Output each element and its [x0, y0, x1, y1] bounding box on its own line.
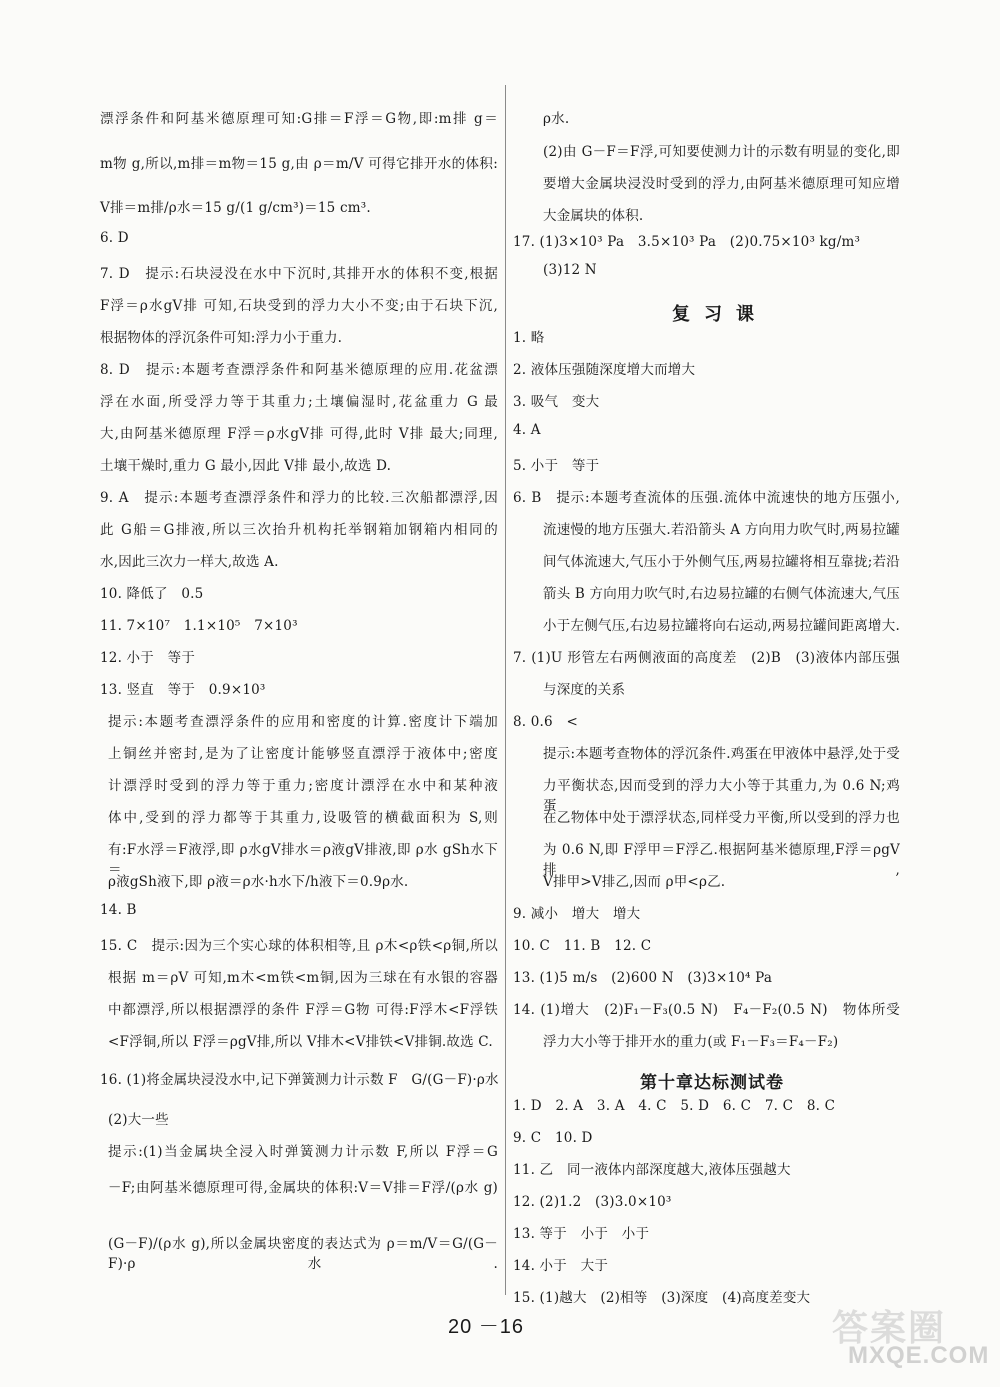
heading-chapter-test: 第十章达标测试卷 [640, 1073, 784, 1093]
text-line: 水,因此三次力一样大,故选 A. [100, 554, 279, 570]
text-line: 大金属块的体积. [543, 208, 644, 224]
text-line: 7. (1)U 形管左右两侧液面的高度差 (2)B (3)液体内部压强 [513, 650, 900, 666]
text-line: 15. (1)越大 (2)相等 (3)深度 (4)高度差变大 [513, 1290, 811, 1306]
column-divider [505, 85, 506, 1295]
text-line: 14. (1)增大 (2)F₁－F₃(0.5 N) F₄－F₂(0.5 N) 物体所受 [513, 1002, 900, 1018]
text-line: (2)大一些 [108, 1112, 169, 1128]
text-line: 9. 减小 增大 增大 [513, 906, 641, 922]
text-line: 提示:本题考查物体的浮沉条件.鸡蛋在甲液体中悬浮,处于受 [543, 746, 900, 762]
text-line: (G－F)/(ρ水 g),所以金属块密度的表达式为 ρ＝m/V＝G/(G－F)·ρ水. [108, 1236, 498, 1272]
text-line: 12. (2)1.2 (3)3.0×10³ [513, 1194, 672, 1210]
text-line: 力平衡状态,因而受到的浮力大小等于其重力,为 0.6 N;鸡蛋 [543, 778, 900, 814]
text-line: 1. D 2. A 3. A 4. C 5. D 6. C 7. C 8. C [513, 1098, 836, 1114]
text-line: 小于左侧气压,右边易拉罐将向右运动,两易拉罐间距离增大. [543, 618, 900, 634]
text-line: 16. (1)将金属块浸没水中,记下弹簧测力计示数 F G/(G－F)·ρ水 [100, 1072, 499, 1088]
watermark [820, 1300, 990, 1378]
watermark-site: MXQE.COM [848, 1342, 990, 1369]
text-line: 11. 7×10⁷ 1.1×10⁵ 7×10³ [100, 618, 298, 634]
text-line: 5. 小于 等于 [513, 458, 600, 474]
text-line: 6. D [100, 230, 129, 246]
text-line: 13. 等于 小于 小于 [513, 1226, 650, 1242]
text-line: F浮＝ρ水gV排 可知,石块受到的浮力大小不变;由于石块下沉, [100, 298, 498, 314]
text-line: 14. B [100, 902, 137, 918]
text-line: 中都漂浮,所以根据漂浮的条件 F浮＝G物 可得:F浮木<F浮铁 [108, 1002, 498, 1018]
text-line: 浮力大小等于排开水的重力(或 F₁－F₃＝F₄－F₂) [543, 1034, 839, 1050]
text-line: 6. B 提示:本题考查流体的压强.流体中流速快的地方压强小, [513, 490, 900, 506]
text-line: 4. A [513, 422, 541, 438]
text-line: 在乙物体中处于漂浮状态,同样受力平衡,所以受到的浮力也 [543, 810, 900, 826]
text-line: 17. (1)3×10³ Pa 3.5×10³ Pa (2)0.75×10³ kg/m³ [513, 234, 861, 250]
text-line: 要增大金属块浸没时受到的浮力,由阿基米德原理可知应增 [543, 176, 900, 192]
text-line: 3. 吸气 变大 [513, 394, 600, 410]
text-line: V排甲>V排乙,因而 ρ甲<ρ乙. [543, 874, 726, 890]
text-line: 14. 小于 大于 [513, 1258, 609, 1274]
text-line: 9. C 10. D [513, 1130, 593, 1146]
text-line: 上铜丝并密封,是为了让密度计能够竖直漂浮于液体中;密度 [108, 746, 498, 762]
text-line: 为 0.6 N,即 F浮甲＝F浮乙.根据阿基米德原理,F浮＝ρgV排, [543, 842, 900, 878]
text-line: 10. 降低了 0.5 [100, 586, 204, 602]
text-line: 此 G船＝G排液,所以三次抬升机构托举钢箱加钢箱内相同的 [100, 522, 498, 538]
text-line: (2)由 G－F＝F浮,可知要使测力计的示数有明显的变化,即 [543, 144, 900, 160]
text-line: 计漂浮时受到的浮力等于重力;密度计漂浮在水中和某种液 [108, 778, 498, 794]
text-line: <F浮铜,所以 F浮＝ρgV排,所以 V排木<V排铁<V排铜.故选 C. [108, 1034, 493, 1050]
text-line: 12. 小于 等于 [100, 650, 196, 666]
text-line: 7. D 提示:石块浸没在水中下沉时,其排开水的体积不变,根据 [100, 266, 498, 282]
text-line: 11. 乙 同一液体内部深度越大,液体压强越大 [513, 1162, 791, 1178]
text-line: 根据物体的浮沉条件可知:浮力小于重力. [100, 330, 343, 346]
heading-review: 复习课 [672, 304, 768, 325]
watermark-logo: 答案圈 [832, 1308, 947, 1349]
text-line: (3)12 N [543, 262, 597, 278]
text-line: V排＝m排/ρ水＝15 g/(1 g/cm³)＝15 cm³. [100, 200, 371, 216]
text-line: 8. 0.6 < [513, 714, 579, 730]
text-line: 提示:(1)当金属块全浸入时弹簧测力计示数 F,所以 F浮＝G [108, 1144, 498, 1160]
text-line: 10. C 11. B 12. C [513, 938, 652, 954]
text-line: m物 g,所以,m排＝m物＝15 g,由 ρ＝m/V 可得它排开水的体积: [100, 156, 498, 172]
text-line: ρ液gSh液下,即 ρ液＝ρ水·h水下/h液下＝0.9ρ水. [108, 874, 409, 890]
text-line: 13. (1)5 m/s (2)600 N (3)3×10⁴ Pa [513, 970, 773, 986]
text-line: 体中,受到的浮力都等于其重力,设吸管的横截面积为 S,则 [108, 810, 498, 826]
text-line: 有:F水浮＝F液浮,即 ρ水gV排水＝ρ液gV排液,即 ρ水 gSh水下＝ [108, 842, 498, 878]
text-line: 浮在水面,所受浮力等于其重力;土壤偏湿时,花盆重力 G 最 [100, 394, 498, 410]
text-line: 13. 竖直 等于 0.9×10³ [100, 682, 266, 698]
text-line: 箭头 B 方向用力吹气时,右边易拉罐的右侧气体流速大,气压 [543, 586, 900, 602]
text-line: 大,由阿基米德原理 F浮＝ρ水gV排 可得,此时 V排 最大;同理, [100, 426, 498, 442]
text-line: 间气体流速大,气压小于外侧气压,两易拉罐将相互靠拢;若沿 [543, 554, 900, 570]
text-line: 与深度的关系 [543, 682, 626, 698]
text-line: 土壤干燥时,重力 G 最小,因此 V排 最小,故选 D. [100, 458, 392, 474]
text-line: 根据 m＝ρV 可知,m木<m铁<m铜,因为三球在有水银的容器 [108, 970, 498, 986]
text-line: 2. 液体压强随深度增大而增大 [513, 362, 696, 378]
text-line: 流速慢的地方压强大.若沿箭头 A 方向用力吹气时,两易拉罐 [543, 522, 900, 538]
text-line: 提示:本题考查漂浮条件的应用和密度的计算.密度计下端加 [108, 714, 498, 730]
text-line: 漂浮条件和阿基米德原理可知:G排＝F浮＝G物,即:m排 g＝ [100, 111, 498, 127]
text-line: －F;由阿基米德原理可得,金属块的体积:V＝V排＝F浮/(ρ水 g) [108, 1180, 498, 1196]
text-line: 9. A 提示:本题考查漂浮条件和浮力的比较.三次船都漂浮,因 [100, 490, 498, 506]
page-number: 20 －16 [448, 1316, 525, 1338]
text-line: 1. 略 [513, 330, 545, 346]
text-line: 8. D 提示:本题考查漂浮条件和阿基米德原理的应用.花盆漂 [100, 362, 498, 378]
text-line: 15. C 提示:因为三个实心球的体积相等,且 ρ木<ρ铁<ρ铜,所以 [100, 938, 498, 954]
text-line: ρ水. [543, 111, 570, 127]
